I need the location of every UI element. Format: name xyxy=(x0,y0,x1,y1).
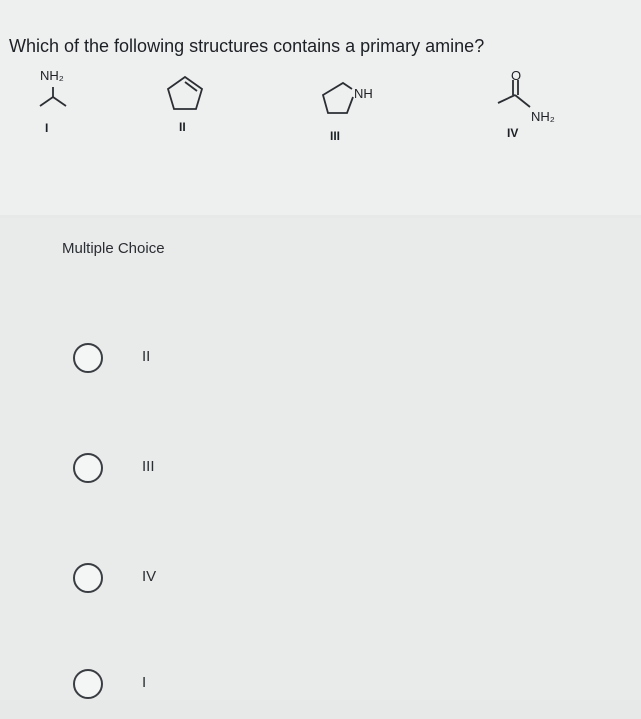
structure-ii-label: II xyxy=(179,120,186,134)
answer-option-iv[interactable] xyxy=(60,553,620,613)
structure-iv-nh2-label: NH₂ xyxy=(531,109,555,124)
option-label: III xyxy=(142,458,155,475)
question-text: Which of the following structures contains a primary amine? xyxy=(9,36,485,56)
option-label: I xyxy=(142,674,147,691)
answer-option-ii[interactable] xyxy=(60,333,620,393)
structure-iv-oxygen-label: O xyxy=(511,68,522,83)
chemical-structures xyxy=(0,0,641,215)
structure-i-label: I xyxy=(45,121,49,135)
structure-ii xyxy=(168,77,202,109)
answer-option-i[interactable] xyxy=(60,659,620,719)
option-label: II xyxy=(142,348,151,365)
structure-iii-label: III xyxy=(330,129,341,143)
radio-button[interactable] xyxy=(73,453,103,483)
multiple-choice-title: Multiple Choice xyxy=(62,240,165,257)
answer-option-iii[interactable] xyxy=(60,443,620,503)
structure-iii xyxy=(323,83,353,113)
structure-iv xyxy=(498,80,530,107)
structure-i-nh2-label: NH₂ xyxy=(40,68,64,83)
radio-button[interactable] xyxy=(73,343,103,373)
radio-button[interactable] xyxy=(73,563,103,593)
structure-iii-nh-label: NH xyxy=(354,86,373,101)
structure-iv-label: IV xyxy=(507,126,519,140)
structure-i xyxy=(40,87,66,106)
radio-button[interactable] xyxy=(73,669,103,699)
option-label: IV xyxy=(142,568,157,585)
